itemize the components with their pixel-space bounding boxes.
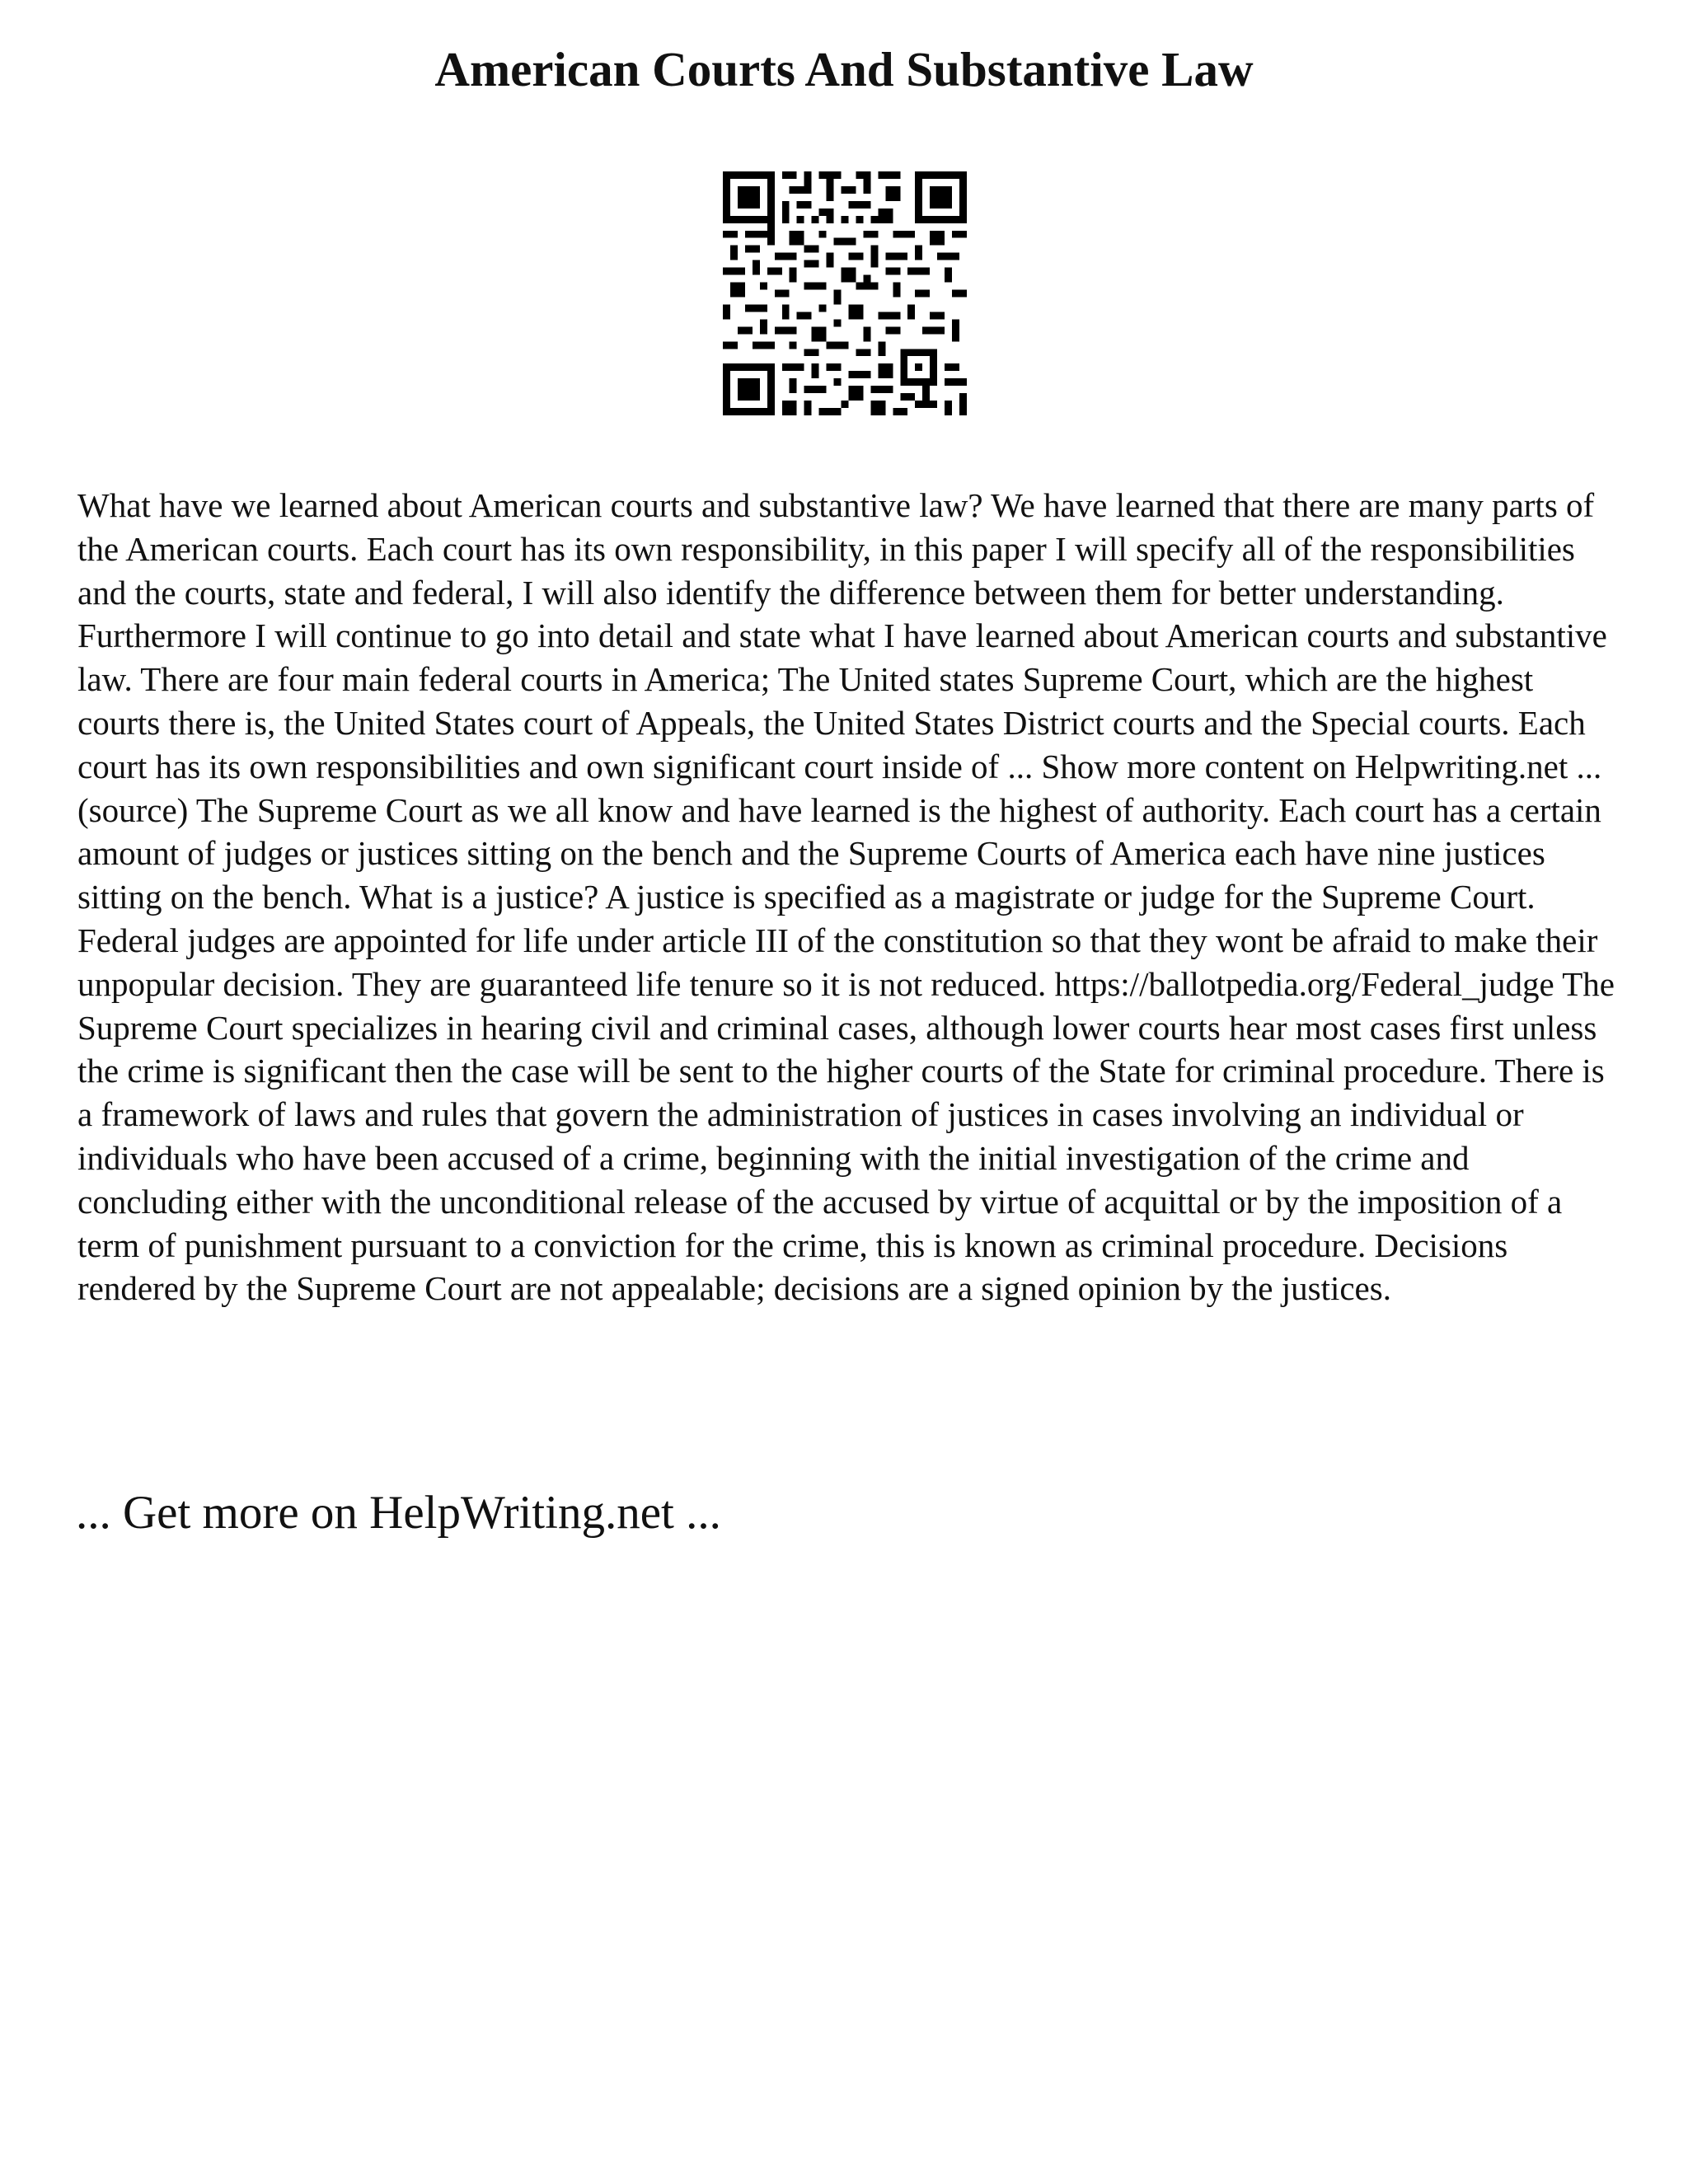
get-more-link[interactable]: ... Get more on HelpWriting.net ... [76, 1487, 721, 1539]
qr-code-icon [723, 171, 967, 415]
document-title: American Courts And Substantive Law [434, 42, 1254, 96]
document-body: What have we learned about American courts and substantive law? We have learned that there are many parts of the American courts. Each court has its own responsibility, in this paper I will specify all of the responsibilities and the courts, state and federal, I will also identify the difference between them for better understanding. Furthermore I will continue to go into detail and state what I have learned about American courts and substantive law. There are four main federal courts in America; The United states Supreme Court, which are the highest courts there is, the United States court of Appeals, the United States District courts and the Special courts. Each court has its own responsibilities and own significant court inside of ... Show more content on Helpwriting.net ... (source) The Supreme Court as we all know and have learned is the highest of authority. Each court has a certain amount of judges or justices sitting on the bench and the Supreme Courts of America each have nine justices sitting on the bench. What is a justice? A justice is specified as a magistrate or judge for the Supreme Court. Federal judges are appointed for life under article III of the constitution so that they wont be afraid to make their unpopular decision. They are guaranteed life tenure so it is not reduced. https://ballotpedia.org/Federal_judge The Supreme Court specializes in hearing civil and criminal cases, although lower courts hear most cases first unless the crime is significant then the case will be sent to the higher courts of the State for criminal procedure. There is a framework of laws and rules that govern the administration of justices in cases involving an individual or individuals who have been accused of a crime, beginning with the initial investigation of the crime and concluding either with the unconditional release of the accused by virtue of acquittal or by the imposition of a term of punishment pursuant to a conviction for the crime, this is known as criminal procedure. Decisions rendered by the Supreme Court are not appealable; decisions are a signed opinion by the justices. [77, 486, 1615, 1308]
